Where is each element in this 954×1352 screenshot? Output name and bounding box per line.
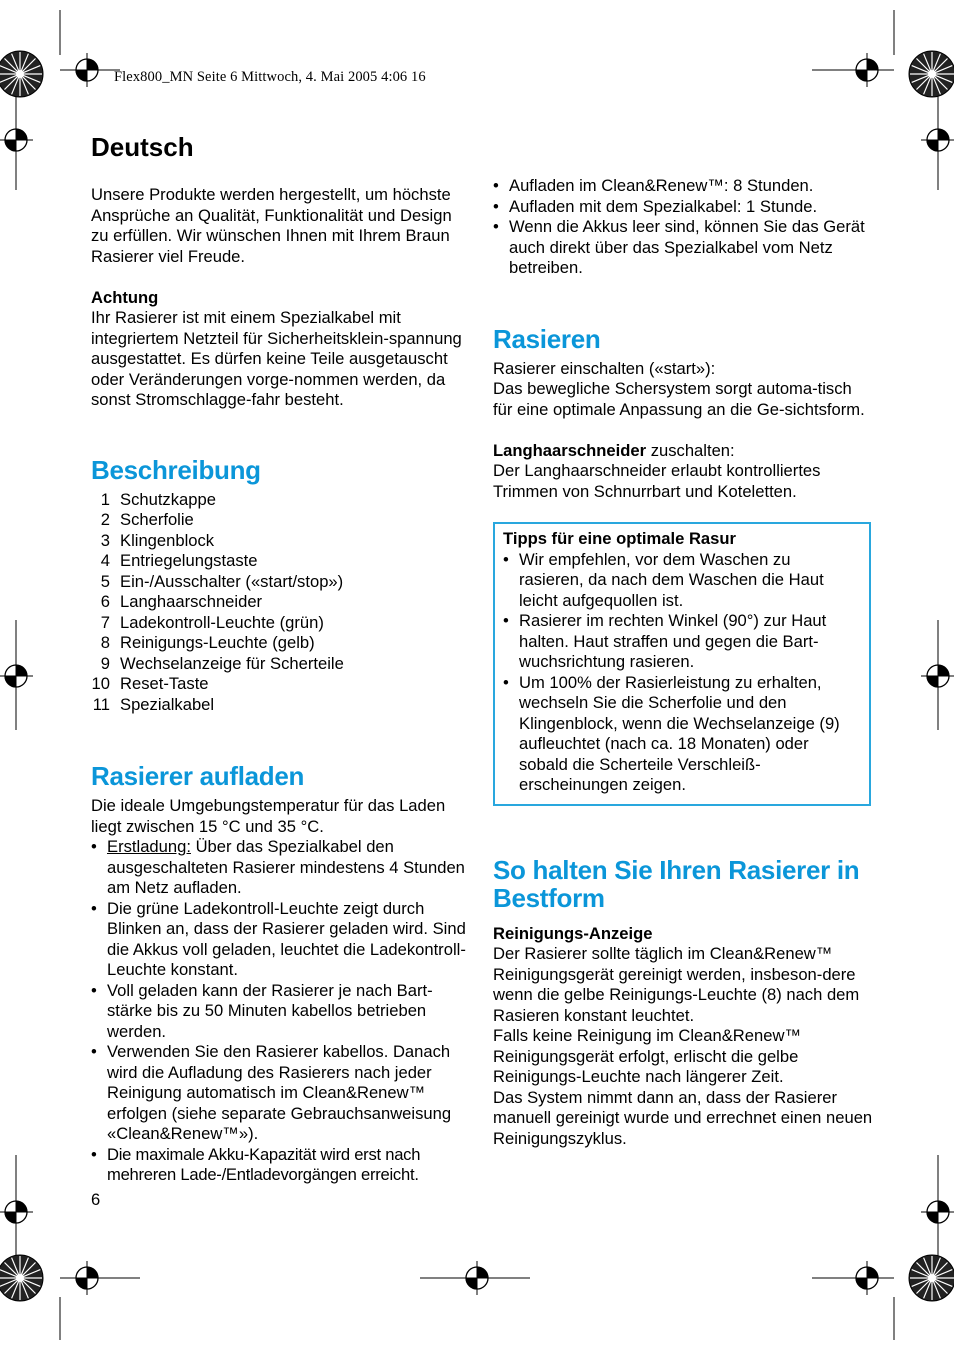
part-number: 3 [100,530,110,550]
list-item [91,695,471,716]
list-item [91,551,471,572]
tips-box [493,522,871,806]
erstladung-text: Über das Spezialkabel den ausgeschalteten Rasierer mindestens 4 Stunden am Netz aufladen. [107,837,465,897]
list-item [91,490,471,511]
list-item: • Wir empfehlen, vor dem Waschen zu rasieren, da nach dem Waschen die Haut leicht aufgequollen ist. [503,550,859,612]
part-label: Wechselanzeige für Scherteile [120,653,344,673]
aufladen-heading: Rasierer aufladen [91,761,305,791]
rasieren-paragraph: Das bewegliche Schersystem sorgt automa-tisch für eine optimale Anpassung an die Ge-sichtsform. [493,379,865,419]
list-item [91,654,471,675]
part-label: Scherfolie [120,510,194,529]
part-number: 8 [100,633,110,652]
part-label: Reset-Taste [120,674,209,693]
part-number: 9 [100,653,110,673]
list-item [91,633,471,654]
langhaar-line [493,441,873,462]
list-item [91,592,471,613]
list-item: • Um 100% der Rasierleistung zu erhalten, wechseln Sie die Scherfolie und den Klingenblock, wenn die Wechselanzeige (9) aufleuchtet (nach ca. 18 Monaten) oder sobald die Scherteile Verschleiß-erscheinungen zeigen. [503,673,859,796]
rasieren-start: Rasierer einschalten («start»): [493,358,716,378]
list-item: • Aufladen im Clean&Renew™: 8 Stunden. [493,176,873,197]
list-item: • Rasierer im rechten Winkel (90°) zur Haut halten. Haut straffen und gegen die Bart-wuchsrichtung rasieren. [503,611,859,673]
reinigung-paragraph-2: Falls keine Reinigung im Clean&Renew™ Reinigungsgerät erfolgt, erlischt die gelbe Reinigungs-Leuchte nach längerer Zeit. [493,1026,802,1086]
part-number: 10 [91,674,110,693]
charging-times-list [493,176,873,279]
part-label: Klingenblock [120,530,215,550]
list-item [91,674,471,695]
list-item [91,837,471,899]
part-label: Reinigungs-Leuchte (gelb) [120,633,315,652]
list-item: • Die grüne Ladekontroll-Leuchte zeigt durch Blinken an, dass der Rasierer geladen wird. Sind die Akkus voll geladen, leuchtet die Ladekontroll-Leuchte konstant. [91,899,471,981]
part-number: 11 [92,694,110,714]
list-item [91,510,471,531]
intro-paragraph: Unsere Produkte werden hergestellt, um höchste Ansprüche an Qualität, Funktionalität und Design zu erfüllen. Wir wünschen Ihnen mit Ihrem Braun Rasierer viel Freude. [91,185,452,266]
part-number: 6 [100,592,110,611]
tips-list [503,550,859,796]
achtung-paragraph: Ihr Rasierer ist mit einem Spezialkabel mit integriertem Netzteil für Sicherheitsklein-spannung ausgestattet. Es dürfen keine Teile ausgetauscht oder Veränderungen vorge-nommen werden, da sonst Stromschlagge-fahr besteht. [91,308,462,409]
part-number: 2 [100,510,110,529]
print-slug: Flex800_MN Seite 6 Mittwoch, 4. Mai 2005 4:06 16 [114,69,426,85]
langhaar-paragraph: Der Langhaarschneider erlaubt kontrolliertes Trimmen von Schnurrbart und Koteletten. [493,461,821,501]
list-item [91,531,471,552]
bestform-heading: So halten Sie Ihren Rasierer in Bestform [493,854,860,913]
langhaar-rest: zuschalten: [646,440,735,460]
rasieren-heading: Rasieren [493,323,601,354]
reinigung-heading: Reinigungs-Anzeige [493,923,653,943]
achtung-heading: Achtung [91,287,159,307]
reinigung-paragraph-1: Der Rasierer sollte täglich im Clean&Renew™ Reinigungsgerät gereinigt werden, insbeson-dere wenn die gelbe Reinigungs-Leuchte (8) nach dem Rasieren konstant leuchtet. [493,944,860,1025]
list-item: • Verwenden Sie den Rasierer kabellos. Danach wird die Aufladung des Rasierers nach jeder Reinigung automatisch im Clean&Renew™ erfolgen (siehe separate Gebrauchsanweisung «Clean&Renew™»). [91,1042,471,1145]
part-label: Spezialkabel [120,694,215,714]
list-item: • Die maximale Akku-Kapazität wird erst nach mehreren Lade-/Entladevorgängen erreicht. [91,1145,471,1186]
part-label: Langhaarschneider [120,592,263,611]
part-label: Ein-/Ausschalter («start/stop») [120,571,344,591]
list-item [91,572,471,593]
beschreibung-heading: Beschreibung [91,454,261,485]
left-column [91,132,471,1186]
list-item [91,613,471,634]
aufladen-intro: Die ideale Umgebungstemperatur für das Laden liegt zwischen 15 °C und 35 °C. [91,796,446,836]
erstladung-label: Erstladung: [107,837,191,856]
part-label: Schutzkappe [120,489,216,509]
part-number: 5 [100,571,110,591]
part-label: Ladekontroll-Leuchte (grün) [120,612,324,632]
part-number: 7 [100,612,110,632]
part-number: 4 [100,551,110,570]
aufladen-bullets [91,837,471,1186]
reinigung-paragraph-3: Das System nimmt dann an, dass der Rasierer manuell gereinigt wurde und errechnet einen neuen Reinigungszyklus. [493,1087,873,1148]
list-item: • Wenn die Akkus leer sind, können Sie das Gerät auch direkt über das Spezialkabel vom Netz betreiben. [493,217,873,279]
list-item: • Voll geladen kann der Rasierer je nach Bart-stärke bis zu 50 Minuten kabellos betrieben werden. [91,981,471,1043]
tips-heading: Tipps für eine optimale Rasur [503,529,736,548]
parts-list [91,490,471,716]
part-label: Entriegelungstaste [120,551,258,570]
page-number: 6 [91,1190,101,1209]
langhaar-bold: Langhaarschneider [493,440,647,460]
list-item: • Aufladen mit dem Spezialkabel: 1 Stunde. [493,197,873,218]
part-number: 1 [100,489,110,509]
language-title: Deutsch [91,132,194,162]
right-column [493,176,873,1149]
